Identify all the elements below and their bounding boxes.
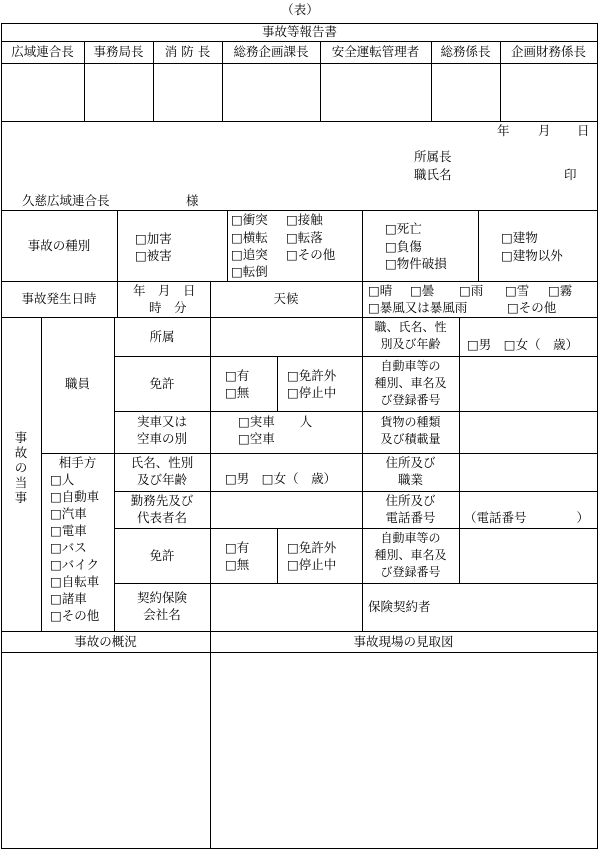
staff-name-label-2: 別及び年齢 [380, 337, 441, 351]
checkbox-car[interactable]: □自動車 [50, 489, 100, 504]
addressee-name: 久慈広域連合長 [22, 193, 110, 208]
checkbox-cloudy[interactable]: □曇 [410, 283, 435, 298]
other-vehicle-label-1: 自動車等の [380, 531, 441, 545]
other-phone-number[interactable]: （電話番号 ） [464, 510, 590, 525]
other-gender-age[interactable]: □男 □女（ 歳） [225, 471, 337, 486]
other-name-label-1: 氏名、性別 [130, 455, 194, 470]
occurrence-date: 年 月 日 [133, 283, 196, 298]
checkbox-collision[interactable]: □衝突 [231, 212, 268, 227]
staff-checkbox-license-yes[interactable]: □有 [225, 368, 250, 383]
checkbox-tipover[interactable]: □転倒 [231, 264, 268, 279]
occurrence-label: 事故発生日時 [21, 291, 97, 306]
checkbox-fall[interactable]: □転落 [286, 230, 323, 245]
parties-label-char: 事 [14, 430, 28, 445]
other-checkbox-unlicensed[interactable]: □免許外 [287, 540, 337, 555]
staff-license-label: 免許 [149, 376, 175, 391]
staff-cargo-label-2: 及び積載量 [380, 432, 441, 446]
checkbox-death[interactable]: □死亡 [385, 221, 422, 236]
parties-label [13, 430, 29, 505]
checkbox-storm[interactable]: □暴風又は暴風雨 [368, 300, 468, 315]
checkbox-injury[interactable]: □負傷 [385, 239, 422, 254]
page-side-label: （表） [281, 2, 319, 17]
checkbox-rain[interactable]: □雨 [459, 283, 484, 298]
date-month: 月 [538, 123, 551, 138]
other-vehicle-label-2: 種別、車名及 [374, 548, 447, 562]
staff-occupied-label-1: 実車又は [136, 414, 187, 429]
checkbox-train[interactable]: □汽車 [50, 506, 87, 521]
other-address-label-1: 住所及び [385, 455, 436, 470]
other-insurer-label-1: 契約保険 [136, 590, 187, 605]
staff-vehicle-label-2: 種別、車名及 [374, 376, 447, 390]
checkbox-motorbike[interactable]: □バイク [50, 557, 100, 572]
other-phone-label-2: 電話番号 [385, 510, 436, 525]
checkbox-contact[interactable]: □接触 [286, 212, 323, 227]
reporter-dept-label: 所属長 [414, 149, 452, 164]
checkbox-tram[interactable]: □電車 [50, 523, 87, 538]
approval-header-2: 事務局長 [93, 44, 144, 59]
staff-vehicle-label-3: び登録番号 [380, 393, 441, 407]
addressee-honorific: 様 [186, 193, 199, 208]
staff-dept-label: 所属 [149, 329, 175, 344]
accident-type-label: 事故の種別 [27, 238, 91, 253]
other-address-label-2: 職業 [397, 472, 423, 487]
parties-label-char: 当 [14, 475, 28, 490]
checkbox-rollover[interactable]: □横転 [231, 230, 268, 245]
other-insurer-label-2: 会社名 [143, 607, 181, 622]
staff-checkbox-license-no[interactable]: □無 [225, 385, 250, 400]
checkbox-weather-other[interactable]: □その他 [507, 300, 557, 315]
other-checkbox-license-no[interactable]: □無 [225, 557, 250, 572]
seal-mark: 印 [564, 167, 577, 182]
staff-name-label-1: 職、氏名、性 [374, 320, 447, 334]
other-party-label: 相手方 [58, 455, 97, 470]
approval-header-4: 総務企画課長 [233, 44, 309, 59]
staff-vehicle-label-1: 自動車等の [380, 359, 441, 373]
checkbox-other-type[interactable]: □その他 [50, 608, 100, 623]
checkbox-rear-end[interactable]: □追突 [231, 247, 268, 262]
checkbox-aggressor[interactable]: □加害 [135, 231, 172, 246]
checkbox-person[interactable]: □人 [50, 472, 75, 487]
checkbox-non-building[interactable]: □建物以外 [501, 248, 563, 263]
other-phone-label-1: 住所及び [385, 493, 436, 508]
other-checkbox-suspended[interactable]: □停止中 [287, 557, 337, 572]
policyholder-label: 保険契約者 [368, 599, 431, 614]
date-year: 年 [497, 123, 510, 138]
approval-header-6: 総務係長 [440, 44, 491, 59]
parties-label-char: 故 [14, 445, 28, 460]
staff-checkbox-suspended[interactable]: □停止中 [287, 385, 337, 400]
weather-label: 天候 [273, 291, 299, 306]
other-checkbox-license-yes[interactable]: □有 [225, 540, 250, 555]
scene-sketch-label: 事故現場の見取図 [353, 634, 454, 649]
approval-header-7: 企画財務係長 [510, 44, 586, 59]
form-title: 事故等報告書 [261, 24, 337, 39]
checkbox-snow[interactable]: □雪 [505, 283, 530, 298]
other-employer-label-1: 勤務先及び [130, 493, 194, 508]
staff-cargo-label-1: 貨物の種類 [380, 415, 441, 429]
accident-summary-label: 事故の概況 [74, 634, 137, 649]
other-employer-label-2: 代表者名 [136, 510, 187, 525]
other-vehicle-label-3: び登録番号 [380, 565, 441, 579]
staff-checkbox-unlicensed[interactable]: □免許外 [287, 368, 337, 383]
staff-checkbox-occupied[interactable]: □実車 人 [238, 414, 313, 429]
checkbox-fog[interactable]: □霧 [548, 283, 573, 298]
checkbox-misc-vehicle[interactable]: □諸車 [50, 591, 87, 606]
approval-header-5: 安全運転管理者 [331, 44, 420, 59]
other-license-label: 免許 [149, 548, 175, 563]
staff-label: 職員 [64, 376, 90, 391]
checkbox-property-damage[interactable]: □物件破損 [385, 256, 447, 271]
checkbox-victim[interactable]: □被害 [135, 248, 172, 263]
staff-occupied-label-2: 空車の別 [136, 431, 187, 446]
checkbox-clear[interactable]: □晴 [368, 283, 393, 298]
parties-label-char: の [14, 460, 28, 475]
checkbox-bus[interactable]: □バス [50, 540, 87, 555]
approval-header-1: 広域連合長 [11, 44, 74, 59]
occurrence-time: 時 分 [149, 300, 187, 315]
checkbox-bicycle[interactable]: □自転車 [50, 574, 100, 589]
date-day: 日 [577, 123, 590, 138]
checkbox-kind-other[interactable]: □その他 [286, 247, 336, 262]
staff-checkbox-empty[interactable]: □空車 [238, 431, 275, 446]
reporter-name-label: 職氏名 [414, 167, 452, 182]
other-name-label-2: 及び年齢 [136, 472, 187, 487]
staff-gender-age[interactable]: □男 □女（ 歳） [467, 337, 579, 352]
parties-label-char: 事 [14, 490, 28, 505]
checkbox-building[interactable]: □建物 [501, 230, 538, 245]
approval-header-3: 消 防 長 [164, 44, 211, 59]
